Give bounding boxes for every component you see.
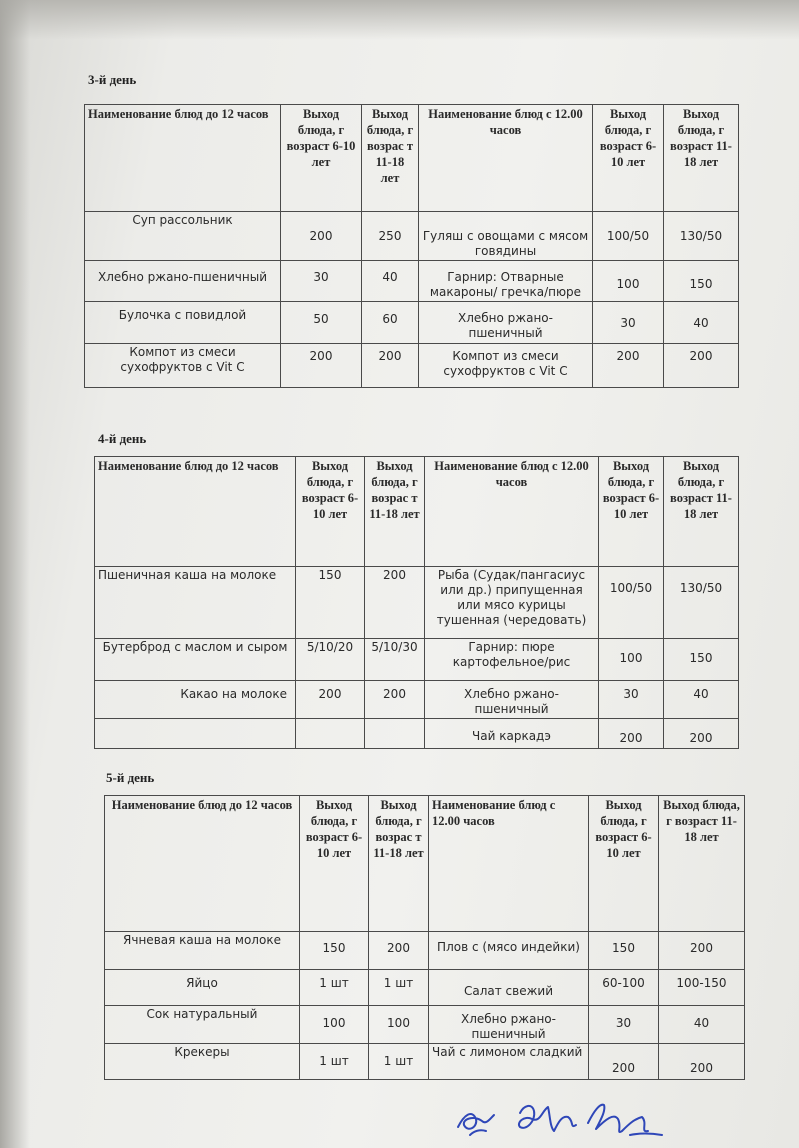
- dish-yield: 60: [362, 302, 419, 344]
- dish-yield: 130/50: [664, 212, 739, 261]
- header-noon-dishes: Наименование блюд с 12.00 часов: [425, 457, 599, 567]
- table-row: [85, 302, 739, 344]
- handwritten-signature: [450, 1075, 690, 1145]
- dish-yield: 200: [296, 681, 365, 719]
- table-row: [85, 212, 739, 261]
- dish-name: Яйцо: [105, 970, 300, 1006]
- dish-name: Гуляш с овощами с мясом говядины: [419, 212, 593, 261]
- dish-yield: 40: [659, 1006, 745, 1044]
- dish-name: Чай каркадэ: [425, 719, 599, 749]
- dish-name: Бутерброд с маслом и сыром: [95, 639, 296, 681]
- header-yield-6-10-b: Выход блюда, г возраст 6-10 лет: [599, 457, 664, 567]
- dish-name: Ячневая каша на молоке: [105, 932, 300, 970]
- dish-name: Булочка с повидлой: [85, 302, 281, 344]
- header-yield-6-10: Выход блюда, г возраст 6-10 лет: [296, 457, 365, 567]
- page-shadow-left: [0, 0, 30, 1148]
- table-header-row: [85, 105, 739, 212]
- dish-yield: 200: [659, 932, 745, 970]
- dish-name: Компот из смеси сухофруктов с Vit C: [419, 344, 593, 388]
- dish-yield: 150: [589, 932, 659, 970]
- table-row: [105, 970, 745, 1006]
- header-yield-11-18-b: Выход блюда, г возраст 11-18 лет: [664, 457, 739, 567]
- dish-yield: 130/50: [664, 567, 739, 639]
- header-yield-6-10: Выход блюда, г возраст 6-10 лет: [281, 105, 362, 212]
- header-yield-11-18-b: Выход блюда, г возраст 11-18 лет: [659, 796, 745, 932]
- dish-yield: 1 шт: [369, 1044, 429, 1080]
- page-shadow: [0, 0, 799, 40]
- dish-yield: 200: [362, 344, 419, 388]
- day-4-table: [94, 456, 739, 749]
- dish-name: Хлебно ржано-пшеничный: [425, 681, 599, 719]
- header-yield-6-10: Выход блюда, г возраст 6-10 лет: [300, 796, 369, 932]
- table-row: [95, 719, 739, 749]
- day-4-title: 4-й день: [98, 431, 147, 446]
- dish-yield: 100: [300, 1006, 369, 1044]
- table-row: [105, 932, 745, 970]
- dish-yield: 250: [362, 212, 419, 261]
- dish-name: Чай с лимоном сладкий: [429, 1044, 589, 1080]
- header-yield-11-18: Выход блюда, г возрас т 11-18 лет: [365, 457, 425, 567]
- dish-yield: 30: [281, 261, 362, 302]
- header-yield-11-18: Выход блюда, г возрас т 11-18 лет: [362, 105, 419, 212]
- table-row: [85, 261, 739, 302]
- dish-yield: 60-100: [589, 970, 659, 1006]
- dish-yield: 1 шт: [369, 970, 429, 1006]
- dish-yield: 150: [300, 932, 369, 970]
- dish-yield: 200: [365, 681, 425, 719]
- table-header-row: [105, 796, 745, 932]
- table-row: [95, 681, 739, 719]
- dish-yield: 200: [281, 344, 362, 388]
- dish-yield: 200: [664, 719, 739, 749]
- dish-yield: 200: [365, 567, 425, 639]
- dish-name: Рыба (Судак/пангасиус или др.) припущенная или мясо курицы тушенная (чередовать): [425, 567, 599, 639]
- dish-yield: 100: [599, 639, 664, 681]
- day-5-table: [104, 795, 745, 1080]
- header-noon-dishes: Наименование блюд с 12.00 часов: [419, 105, 593, 212]
- header-noon-dishes: Наименование блюд с 12.00 часов: [429, 796, 589, 932]
- dish-name: Плов с (мясо индейки): [429, 932, 589, 970]
- header-yield-6-10-b: Выход блюда, г возраст 6-10 лет: [589, 796, 659, 932]
- header-morning-dishes: Наименование блюд до 12 часов: [95, 457, 296, 567]
- dish-name: Крекеры: [105, 1044, 300, 1080]
- dish-name: Гарнир: пюре картофельное/рис: [425, 639, 599, 681]
- dish-yield: 1 шт: [300, 970, 369, 1006]
- dish-yield: 200: [593, 344, 664, 388]
- dish-name: Компот из смеси сухофруктов с Vit C: [85, 344, 281, 388]
- dish-yield: 50: [281, 302, 362, 344]
- dish-name: Салат свежий: [429, 970, 589, 1006]
- dish-yield: [365, 719, 425, 749]
- dish-yield: 1 шт: [300, 1044, 369, 1080]
- dish-yield: 200: [599, 719, 664, 749]
- dish-yield: 150: [296, 567, 365, 639]
- dish-name: Суп рассольник: [85, 212, 281, 261]
- dish-yield: 30: [589, 1006, 659, 1044]
- table-header-row: [95, 457, 739, 567]
- dish-yield: 100-150: [659, 970, 745, 1006]
- header-yield-11-18: Выход блюда, г возрас т 11-18 лет: [369, 796, 429, 932]
- dish-name: [95, 719, 296, 749]
- dish-name: Гарнир: Отварные макароны/ гречка/пюре: [419, 261, 593, 302]
- dish-yield: 40: [664, 681, 739, 719]
- dish-yield: 200: [589, 1044, 659, 1080]
- dish-yield: 200: [664, 344, 739, 388]
- day-3-table: [84, 104, 739, 388]
- dish-yield: 40: [362, 261, 419, 302]
- dish-yield: 100: [593, 261, 664, 302]
- dish-yield: 30: [593, 302, 664, 344]
- dish-yield: 200: [659, 1044, 745, 1080]
- dish-name: Какао на молоке: [95, 681, 296, 719]
- dish-yield: 100/50: [599, 567, 664, 639]
- header-yield-11-18-b: Выход блюда, г возраст 11-18 лет: [664, 105, 739, 212]
- dish-name: Хлебно ржано-пшеничный: [85, 261, 281, 302]
- dish-yield: 5/10/30: [365, 639, 425, 681]
- dish-yield: [296, 719, 365, 749]
- dish-yield: 200: [369, 932, 429, 970]
- day-3-title: 3-й день: [88, 72, 137, 87]
- dish-yield: 5/10/20: [296, 639, 365, 681]
- header-yield-6-10-b: Выход блюда, г возраст 6-10 лет: [593, 105, 664, 212]
- dish-yield: 100/50: [593, 212, 664, 261]
- dish-yield: 40: [664, 302, 739, 344]
- day-5-title: 5-й день: [106, 770, 155, 785]
- table-row: [95, 639, 739, 681]
- dish-yield: 200: [281, 212, 362, 261]
- dish-yield: 150: [664, 261, 739, 302]
- header-morning-dishes: Наименование блюд до 12 часов: [105, 796, 300, 932]
- dish-name: Хлебно ржано-пшеничный: [419, 302, 593, 344]
- dish-yield: 100: [369, 1006, 429, 1044]
- table-row: [85, 344, 739, 388]
- table-row: [105, 1006, 745, 1044]
- dish-name: Хлебно ржано-пшеничный: [429, 1006, 589, 1044]
- dish-yield: 150: [664, 639, 739, 681]
- header-morning-dishes: Наименование блюд до 12 часов: [85, 105, 281, 212]
- dish-yield: 30: [599, 681, 664, 719]
- table-row: [95, 567, 739, 639]
- dish-name: Пшеничная каша на молоке: [95, 567, 296, 639]
- dish-name: Сок натуральный: [105, 1006, 300, 1044]
